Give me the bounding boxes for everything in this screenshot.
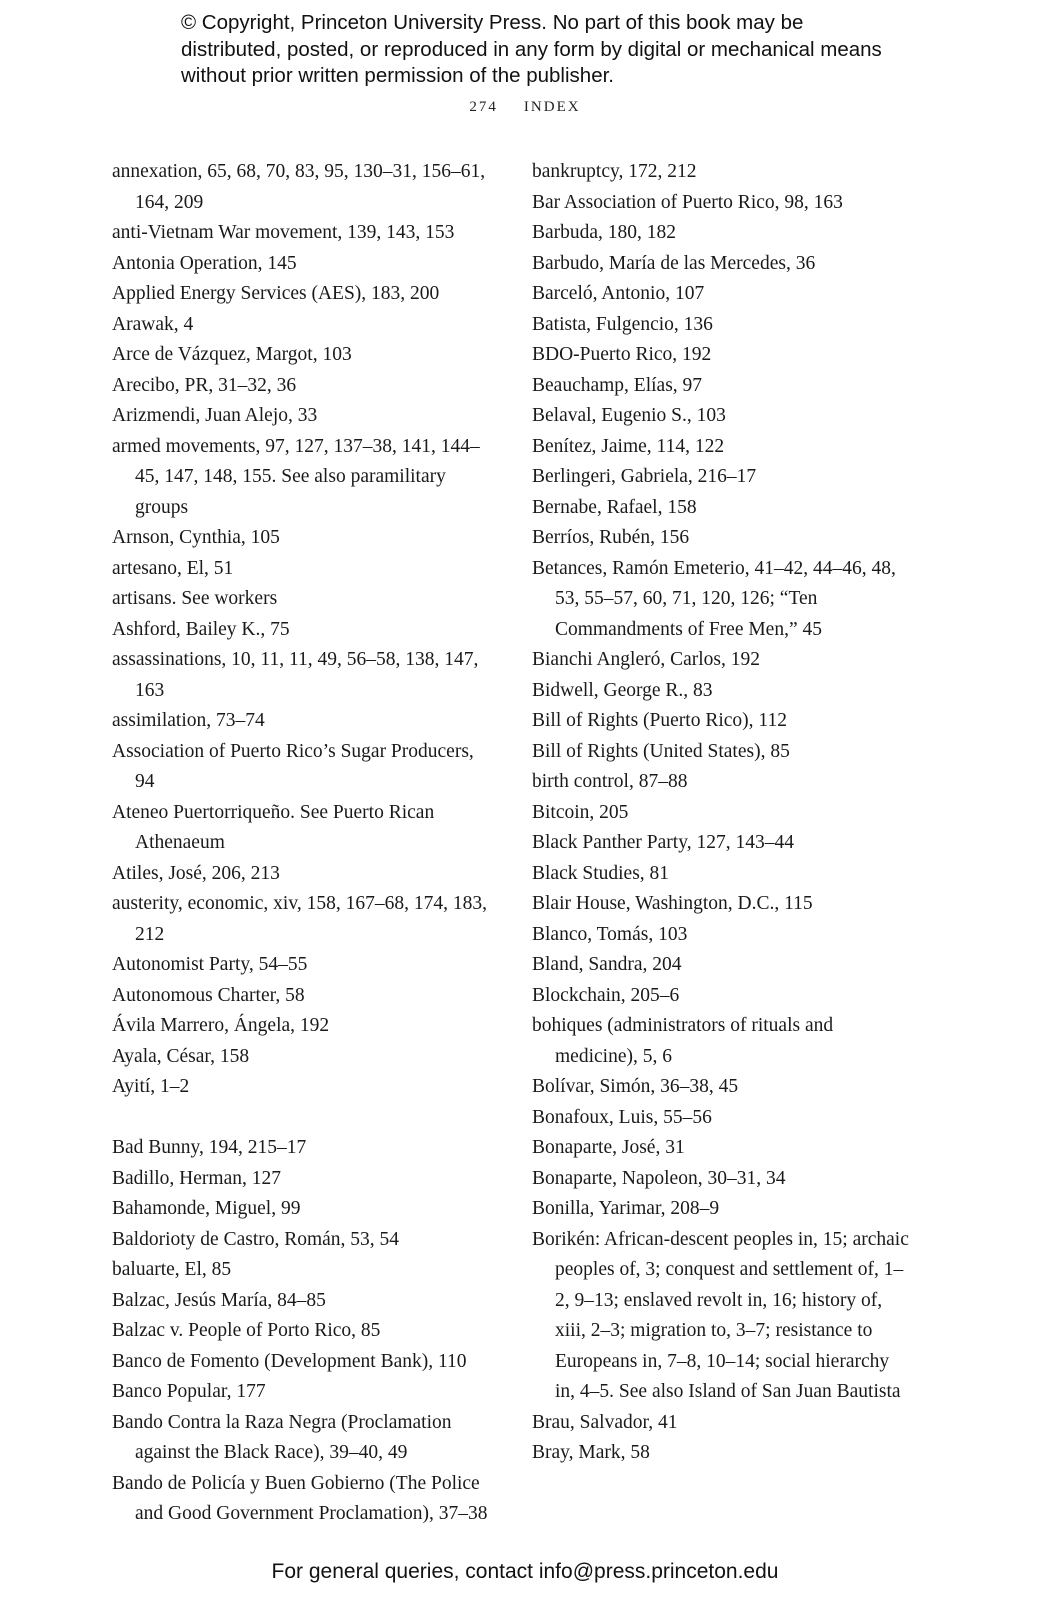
index-entry: Beauchamp, Elías, 97: [532, 374, 703, 396]
index-entry: Ayala, César, 158: [112, 1045, 250, 1067]
index-entry: Bonaparte, Napoleon, 30–31, 34: [532, 1167, 786, 1189]
index-entry: Blanco, Tomás, 103: [532, 923, 688, 945]
index-entry: Bar Association of Puerto Rico, 98, 163: [532, 191, 843, 213]
index-entry: Blair House, Washington, D.C., 115: [532, 893, 813, 914]
index-entry: Bill of Rights (United States), 85: [532, 740, 790, 762]
copyright-notice: © Copyright, Princeton University Press. No part of this book may be distributed, posted, or reproduced in any form by digital or mechanical means without prior written permission of the publisher.: [181, 11, 882, 87]
index-entry: Applied Energy Services (AES), 183, 200: [112, 283, 440, 304]
index-entry: assimilation, 73–74: [112, 710, 265, 731]
index-entry: Benítez, Jaime, 114, 122: [532, 435, 725, 457]
index-entry: Arizmendi, Juan Alejo, 33: [112, 405, 318, 426]
index-entry: armed movements, 97, 127, 137–38, 141, 144–45, 147, 148, 155. See also paramilitary groups: [112, 435, 480, 518]
index-entry: bohiques (administrators of rituals and medicine), 5, 6: [532, 1015, 834, 1067]
index-entry: Ávila Marrero, Ángela, 192: [112, 1015, 330, 1036]
index-entry: bankruptcy, 172, 212: [532, 161, 697, 182]
index-entry: Black Studies, 81: [532, 862, 670, 884]
index-entry: Banco de Fomento (Development Bank), 110: [112, 1350, 467, 1372]
index-entry: Black Panther Party, 127, 143–44: [532, 832, 794, 853]
index-entry: austerity, economic, xiv, 158, 167–68, 174, 183, 212: [112, 893, 487, 945]
index-entry: assassinations, 10, 11, 11, 49, 56–58, 138, 147, 163: [112, 649, 479, 701]
index-entry: BDO-Puerto Rico, 192: [532, 344, 712, 365]
index-entry: Batista, Fulgencio, 136: [532, 313, 713, 335]
index-column-right: [532, 157, 912, 1469]
index-entry: Ateneo Puertorriqueño. See Puerto Rican Athenaeum: [112, 801, 435, 853]
index-entry: Blockchain, 205–6: [532, 984, 680, 1006]
index-entry: Bando de Policía y Buen Gobierno (The Police and Good Government Proclamation), 37–38: [112, 1472, 488, 1524]
index-entry: Badillo, Herman, 127: [112, 1167, 281, 1189]
index-entry: Bonilla, Yarimar, 208–9: [532, 1198, 720, 1219]
index-entry: Bianchi Angleró, Carlos, 192: [532, 649, 761, 670]
index-entry: anti-Vietnam War movement, 139, 143, 153: [112, 222, 455, 243]
page-number: 274: [469, 99, 498, 115]
index-entry: Balzac v. People of Porto Rico, 85: [112, 1320, 381, 1341]
index-entry: artisans. See workers: [112, 588, 278, 609]
index-entry: Ashford, Bailey K., 75: [112, 618, 290, 640]
index-entry: Bando Contra la Raza Negra (Proclamation against the Black Race), 39–40, 49: [112, 1411, 452, 1463]
index-entry: Banco Popular, 177: [112, 1381, 266, 1402]
index-entry: Bernabe, Rafael, 158: [532, 496, 697, 518]
index-entry: Ayití, 1–2: [112, 1076, 190, 1097]
index-entry: Bitcoin, 205: [532, 801, 629, 823]
index-entry: Bad Bunny, 194, 215–17: [112, 1137, 307, 1158]
index-entry: Antonia Operation, 145: [112, 252, 297, 274]
index-entry: Association of Puerto Rico’s Sugar Producers, 94: [112, 740, 474, 792]
index-entry: Borikén: African-descent peoples in, 15; archaic peoples of, 3; conquest and settlement of, 1–2, 9–13; enslaved revolt in, 16; history of, xiii, 2–3; migration to, 3–7; resistance to Europeans in, 7–8, 10–14; social hierarchy in, 4–5. See also Island of San Juan Bautista: [532, 1228, 909, 1402]
index-entry: Bolívar, Simón, 36–38, 45: [532, 1076, 739, 1097]
index-entry: birth control, 87–88: [532, 771, 688, 792]
section-title: INDEX: [523, 99, 581, 115]
index-entry: Barceló, Antonio, 107: [532, 283, 705, 304]
index-entry: Brau, Salvador, 41: [532, 1411, 678, 1433]
index-entry: annexation, 65, 68, 70, 83, 95, 130–31, 156–61, 164, 209: [112, 161, 486, 213]
index-entry: Autonomous Charter, 58: [112, 984, 305, 1006]
index-entry: Balzac, Jesús María, 84–85: [112, 1289, 326, 1311]
index-entry: baluarte, El, 85: [112, 1259, 232, 1280]
contact-footer: For general queries, contact info@press.princeton.edu: [271, 1560, 779, 1583]
index-entry: Baldorioty de Castro, Román, 53, 54: [112, 1228, 400, 1250]
index-entry: Belaval, Eugenio S., 103: [532, 405, 726, 426]
index-entry: Arce de Vázquez, Margot, 103: [112, 344, 352, 365]
index-entry: Barbudo, María de las Mercedes, 36: [532, 252, 816, 274]
index-entry: Bonaparte, José, 31: [532, 1137, 685, 1158]
index-entry: Arawak, 4: [112, 313, 194, 335]
running-head: [0, 99, 1050, 116]
index-entry: Autonomist Party, 54–55: [112, 954, 308, 975]
index-entry: Bidwell, George R., 83: [532, 679, 713, 701]
index-entry: Arecibo, PR, 31–32, 36: [112, 374, 297, 396]
index-entry: Barbuda, 180, 182: [532, 222, 677, 243]
index-entry: Berríos, Rubén, 156: [532, 527, 690, 548]
letter-group-gap: [112, 1103, 492, 1134]
index-entry: Bill of Rights (Puerto Rico), 112: [532, 710, 787, 731]
index-entry: Arnson, Cynthia, 105: [112, 527, 280, 548]
index-entry: Bray, Mark, 58: [532, 1442, 650, 1463]
index-entry: Bonafoux, Luis, 55–56: [532, 1106, 712, 1128]
index-entry: Betances, Ramón Emeterio, 41–42, 44–46, 48, 53, 55–57, 60, 71, 120, 126; “Ten Commandments of Free Men,” 45: [532, 557, 896, 640]
index-entry: Bland, Sandra, 204: [532, 954, 682, 975]
index-column-left: [112, 157, 492, 1530]
index-entry: Bahamonde, Miguel, 99: [112, 1198, 301, 1219]
index-entry: artesano, El, 51: [112, 557, 234, 579]
index-entry: Atiles, José, 206, 213: [112, 862, 280, 884]
index-entry: Berlingeri, Gabriela, 216–17: [532, 466, 757, 487]
